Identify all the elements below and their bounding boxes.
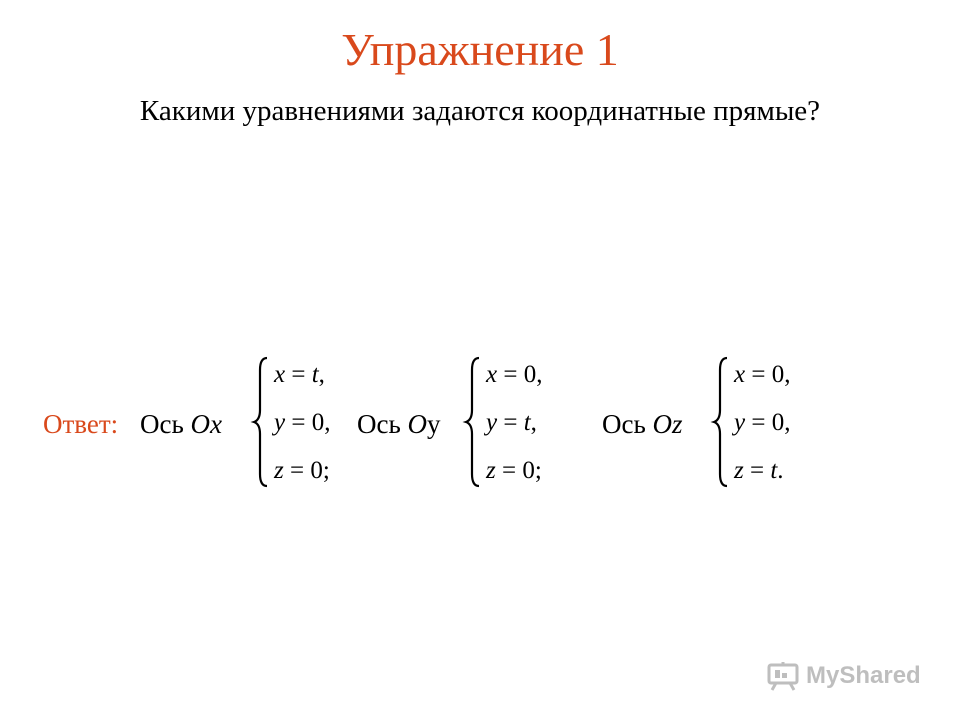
equation-line: x = t,: [274, 361, 325, 388]
equation-line: y = t,: [486, 409, 537, 436]
axis-prefix: Ось: [602, 409, 653, 439]
axis-label-oz: [602, 408, 683, 440]
equation-line: x = 0,: [734, 361, 791, 388]
axis-label-ox: [140, 408, 222, 440]
equation-line: z = t.: [734, 457, 784, 484]
left-brace-icon: [710, 352, 732, 492]
axis-name: O: [407, 409, 428, 439]
equation-system-oz: [710, 352, 820, 492]
axis-name: Oz: [652, 409, 683, 439]
axis-label-oy: [357, 408, 441, 440]
presentation-board-icon: [766, 661, 800, 691]
axis-prefix: Ось: [357, 409, 408, 439]
watermark-text: MyShared: [806, 662, 921, 689]
left-brace-icon: [250, 352, 272, 492]
myshared-watermark: [766, 656, 921, 696]
axis-prefix: Ось: [140, 409, 191, 439]
axis-name-suffix: y: [427, 409, 441, 439]
slide-title: Упражнение 1: [341, 24, 619, 75]
equation-line: y = 0,: [274, 409, 331, 436]
answer-label: Ответ:: [43, 409, 119, 439]
equation-line: y = 0,: [734, 409, 791, 436]
equation-line: z = 0;: [486, 457, 542, 484]
left-brace-icon: [462, 352, 484, 492]
equation-system-ox: [250, 352, 360, 492]
axis-name: Ox: [190, 409, 223, 439]
equation-line: x = 0,: [486, 361, 543, 388]
equation-line: z = 0;: [274, 457, 330, 484]
equation-system-oy: [462, 352, 572, 492]
exercise-question: Какими уравнениями задаются координатные прямые?: [139, 95, 821, 127]
